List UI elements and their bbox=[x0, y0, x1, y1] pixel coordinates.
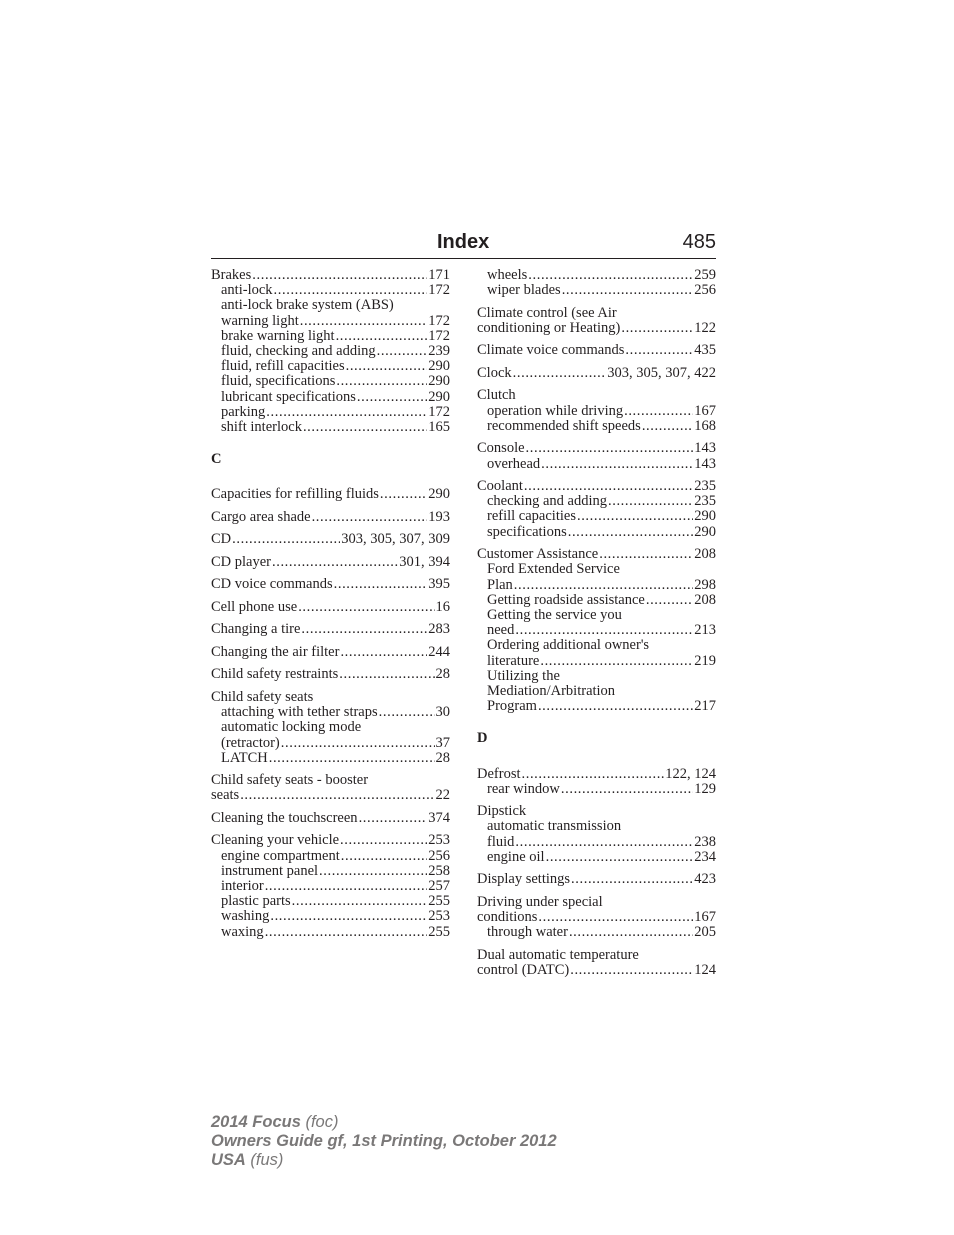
index-subentry-line bbox=[211, 925, 450, 940]
entry-term: Customer Assistance bbox=[477, 546, 599, 563]
dot-leader bbox=[346, 359, 428, 374]
entry-term: Defrost bbox=[477, 765, 521, 782]
entry-page-ref: 217 bbox=[694, 698, 716, 715]
entry-page-ref: 235 bbox=[694, 493, 716, 510]
index-subentry-line: Getting the service you bbox=[487, 606, 622, 623]
index-subentry-line bbox=[477, 578, 716, 593]
index-subentry-line bbox=[211, 344, 450, 359]
dot-leader bbox=[336, 329, 428, 344]
index-entry bbox=[477, 268, 716, 298]
entry-page-ref: 234 bbox=[694, 848, 716, 865]
entry-page-ref: 167 bbox=[694, 402, 716, 419]
index-subentry-line bbox=[211, 909, 450, 924]
index-entry bbox=[211, 645, 450, 660]
index-entry bbox=[477, 441, 716, 471]
index-subentry-line bbox=[211, 849, 450, 864]
dot-leader bbox=[538, 699, 693, 714]
index-subentry-line bbox=[211, 751, 450, 766]
index-entry-line bbox=[477, 547, 716, 562]
entry-term: washing bbox=[221, 908, 270, 925]
entry-page-ref: 290 bbox=[428, 486, 450, 503]
index-entry-line bbox=[211, 622, 450, 637]
dot-leader bbox=[265, 879, 428, 894]
dot-leader bbox=[514, 578, 693, 593]
index-entry bbox=[477, 388, 716, 434]
index-subentry-line bbox=[211, 705, 450, 720]
index-entry bbox=[211, 833, 450, 939]
entry-page-ref: 290 bbox=[694, 508, 716, 525]
index-subentry-line bbox=[211, 283, 450, 298]
index-entry-line: Climate control (see Air bbox=[477, 304, 617, 321]
dot-leader bbox=[569, 925, 693, 940]
entry-page-ref: 259 bbox=[694, 267, 716, 283]
entry-page-ref: 256 bbox=[428, 847, 450, 864]
dot-leader bbox=[515, 835, 693, 850]
index-entry-line bbox=[211, 600, 450, 615]
entry-term: warning light bbox=[221, 312, 299, 329]
entry-page-ref: 435 bbox=[694, 342, 716, 359]
index-entry bbox=[211, 577, 450, 592]
entry-term: through water bbox=[487, 924, 568, 941]
dot-leader bbox=[336, 374, 427, 389]
index-entry bbox=[211, 510, 450, 525]
dot-leader bbox=[642, 419, 693, 434]
entry-page-ref: 253 bbox=[428, 832, 450, 849]
entry-page-ref: 239 bbox=[428, 343, 450, 360]
dot-leader bbox=[522, 767, 665, 782]
entry-term: (retractor) bbox=[221, 734, 280, 751]
dot-leader bbox=[380, 487, 427, 502]
index-entry bbox=[477, 948, 716, 978]
entry-page-ref: 301, 394 bbox=[399, 553, 450, 570]
entry-page-ref: 122 bbox=[694, 319, 716, 336]
entry-page-ref: 171 bbox=[428, 267, 450, 283]
index-entry-line bbox=[211, 833, 450, 848]
dot-leader bbox=[269, 751, 435, 766]
entry-page-ref: 193 bbox=[428, 508, 450, 525]
entry-term: rear window bbox=[487, 780, 560, 797]
index-entry-line bbox=[211, 268, 450, 283]
entry-page-ref: 423 bbox=[694, 871, 716, 888]
dot-leader bbox=[301, 622, 427, 637]
entry-page-ref: 253 bbox=[428, 908, 450, 925]
entry-term: instrument panel bbox=[221, 862, 319, 879]
index-entry bbox=[211, 667, 450, 682]
index-entry-line bbox=[211, 532, 450, 547]
index-entry-line bbox=[477, 910, 716, 925]
index-entry-line: Dipstick bbox=[477, 803, 527, 820]
index-subentry-line bbox=[211, 420, 450, 435]
index-entry-line bbox=[477, 963, 716, 978]
entry-term: CD player bbox=[211, 553, 271, 570]
index-entry-line: Child safety seats bbox=[211, 688, 314, 705]
index-entry-line bbox=[211, 487, 450, 502]
entry-term: Coolant bbox=[477, 478, 523, 495]
entry-term: interior bbox=[221, 878, 264, 895]
entry-term: waxing bbox=[221, 923, 264, 940]
entry-page-ref: 290 bbox=[428, 373, 450, 390]
dot-leader bbox=[568, 525, 694, 540]
index-subentry-line bbox=[211, 894, 450, 909]
entry-term: brake warning light bbox=[221, 327, 335, 344]
entry-page-ref: 172 bbox=[428, 312, 450, 329]
entry-page-ref: 172 bbox=[428, 282, 450, 299]
entry-term: Capacities for refilling fluids bbox=[211, 486, 379, 503]
dot-leader bbox=[281, 736, 435, 751]
entry-page-ref: 256 bbox=[694, 282, 716, 299]
entry-term: Changing a tire bbox=[211, 621, 301, 638]
entry-term: seats bbox=[211, 787, 240, 804]
index-subentry-line bbox=[211, 879, 450, 894]
entry-page-ref: 258 bbox=[428, 862, 450, 879]
dot-leader bbox=[232, 532, 340, 547]
dot-leader bbox=[341, 849, 427, 864]
entry-page-ref: 303, 305, 307, 422 bbox=[607, 364, 716, 381]
entry-page-ref: 290 bbox=[428, 358, 450, 375]
entry-term: operation while driving bbox=[487, 402, 624, 419]
entry-term: Program bbox=[487, 698, 537, 715]
entry-term: engine oil bbox=[487, 848, 545, 865]
index-entry bbox=[477, 343, 716, 358]
index-subentry-line bbox=[477, 699, 716, 714]
entry-page-ref: 172 bbox=[428, 327, 450, 344]
entry-term: control (DATC) bbox=[477, 961, 570, 978]
index-subentry-line bbox=[477, 835, 716, 850]
dot-leader bbox=[340, 833, 427, 848]
dot-leader bbox=[357, 390, 427, 405]
index-entry bbox=[211, 811, 450, 826]
dot-leader bbox=[646, 593, 693, 608]
index-entry bbox=[211, 532, 450, 547]
index-entry-line: Clutch bbox=[477, 387, 516, 404]
index-entry bbox=[211, 773, 450, 803]
index-column-right bbox=[477, 268, 716, 985]
index-subentry-line bbox=[477, 623, 716, 638]
index-entry bbox=[211, 555, 450, 570]
index-subentry-line bbox=[477, 593, 716, 608]
index-subentry-line bbox=[211, 864, 450, 879]
dot-leader bbox=[577, 509, 693, 524]
entry-term: Plan bbox=[487, 576, 513, 593]
entry-term: recommended shift speeds bbox=[487, 417, 641, 434]
index-entry bbox=[477, 479, 716, 540]
dot-leader bbox=[300, 314, 428, 329]
entry-page-ref: 213 bbox=[694, 622, 716, 639]
index-entry-line bbox=[211, 645, 450, 660]
entry-page-ref: 16 bbox=[435, 598, 450, 615]
entry-term: need bbox=[487, 622, 515, 639]
index-subentry-line bbox=[477, 494, 716, 509]
dot-leader bbox=[240, 788, 434, 803]
dot-leader bbox=[599, 547, 693, 562]
index-entry-line bbox=[211, 510, 450, 525]
entry-term: conditioning or Heating) bbox=[477, 319, 621, 336]
entry-page-ref: 208 bbox=[694, 546, 716, 563]
entry-page-ref: 374 bbox=[428, 809, 450, 826]
entry-term: refill capacities bbox=[487, 508, 576, 525]
index-entry-line: Child safety seats - booster bbox=[211, 772, 369, 789]
dot-leader bbox=[252, 268, 427, 283]
dot-leader bbox=[270, 909, 427, 924]
index-entry bbox=[211, 690, 450, 766]
page-title: Index bbox=[437, 231, 490, 253]
page-number: 485 bbox=[682, 231, 716, 253]
entry-term: conditions bbox=[477, 909, 538, 926]
dot-leader bbox=[265, 925, 428, 940]
entry-page-ref: 238 bbox=[694, 833, 716, 850]
dot-leader bbox=[312, 510, 428, 525]
index-entry-line bbox=[211, 555, 450, 570]
dot-leader bbox=[608, 494, 693, 509]
index-letter-heading: C bbox=[211, 451, 222, 468]
index-letter-heading: D bbox=[477, 730, 488, 747]
entry-term: Climate voice commands bbox=[477, 342, 625, 359]
index-subentry-line bbox=[211, 314, 450, 329]
index-subentry-line bbox=[477, 782, 716, 797]
entry-term: fluid, specifications bbox=[221, 373, 336, 390]
index-subentry-line bbox=[477, 925, 716, 940]
index-entry bbox=[211, 600, 450, 615]
entry-page-ref: 124 bbox=[694, 961, 716, 978]
index-entry-line bbox=[477, 366, 716, 381]
entry-term: Console bbox=[477, 440, 525, 457]
footer-line-market: USA (fus) bbox=[211, 1151, 284, 1169]
entry-term: wiper blades bbox=[487, 282, 561, 299]
index-entry-line bbox=[211, 667, 450, 682]
index-subentry-line bbox=[211, 374, 450, 389]
index-subentry-line bbox=[211, 329, 450, 344]
entry-term: LATCH bbox=[221, 749, 268, 766]
index-subentry-line bbox=[477, 850, 716, 865]
dot-leader bbox=[621, 321, 693, 336]
index-entry-line bbox=[211, 788, 450, 803]
dot-leader bbox=[292, 894, 428, 909]
index-entry bbox=[211, 487, 450, 502]
entry-page-ref: 290 bbox=[428, 388, 450, 405]
dot-leader bbox=[334, 577, 428, 592]
entry-term: attaching with tether straps bbox=[221, 704, 378, 721]
index-entry bbox=[477, 804, 716, 865]
entry-term: CD voice commands bbox=[211, 576, 333, 593]
index-subentry-line: Utilizing the bbox=[487, 667, 560, 684]
index-subentry-line: Mediation/Arbitration bbox=[487, 682, 616, 699]
entry-term: CD bbox=[211, 531, 232, 548]
index-subentry-line bbox=[477, 283, 716, 298]
dot-leader bbox=[541, 457, 693, 472]
dot-leader bbox=[298, 600, 434, 615]
entry-term: parking bbox=[221, 403, 266, 420]
dot-leader bbox=[538, 910, 693, 925]
dot-leader bbox=[513, 366, 607, 381]
index-subentry-line: automatic locking mode bbox=[221, 719, 362, 736]
entry-term: engine compartment bbox=[221, 847, 340, 864]
index-entry bbox=[211, 268, 450, 435]
entry-term: anti-lock bbox=[221, 282, 273, 299]
dot-leader bbox=[571, 872, 693, 887]
index-subentry-line bbox=[211, 390, 450, 405]
entry-term: plastic parts bbox=[221, 893, 291, 910]
entry-page-ref: 219 bbox=[694, 652, 716, 669]
dot-leader bbox=[340, 645, 427, 660]
index-entry-line: Dual automatic temperature bbox=[477, 946, 639, 963]
entry-page-ref: 283 bbox=[428, 621, 450, 638]
entry-page-ref: 28 bbox=[435, 749, 450, 766]
index-entry bbox=[477, 872, 716, 887]
index-subentry-line bbox=[211, 736, 450, 751]
entry-term: overhead bbox=[487, 455, 541, 472]
entry-term: Clock bbox=[477, 364, 512, 381]
dot-leader bbox=[540, 654, 693, 669]
entry-page-ref: 28 bbox=[435, 666, 450, 683]
index-subentry-line bbox=[477, 419, 716, 434]
entry-page-ref: 298 bbox=[694, 576, 716, 593]
entry-page-ref: 395 bbox=[428, 576, 450, 593]
entry-term: Child safety restraints bbox=[211, 666, 339, 683]
index-entry bbox=[477, 547, 716, 714]
index-entry-line bbox=[477, 441, 716, 456]
entry-term: Cell phone use bbox=[211, 598, 298, 615]
index-subentry-line: anti-lock brake system (ABS) bbox=[221, 297, 394, 314]
index-subentry-line bbox=[477, 654, 716, 669]
dot-leader bbox=[515, 623, 693, 638]
index-subentry-line: automatic transmission bbox=[487, 818, 622, 835]
footer-line-guide: Owners Guide gf, 1st Printing, October 2012 bbox=[211, 1132, 557, 1150]
index-entry-line bbox=[477, 767, 716, 782]
footer-line-model: 2014 Focus (foc) bbox=[211, 1113, 339, 1131]
entry-page-ref: 290 bbox=[694, 523, 716, 540]
entry-term: literature bbox=[487, 652, 540, 669]
entry-page-ref: 244 bbox=[428, 643, 450, 660]
index-entry-line: Driving under special bbox=[477, 893, 603, 910]
index-subentry-line bbox=[477, 509, 716, 524]
index-subentry-line bbox=[211, 359, 450, 374]
index-entry-line bbox=[477, 343, 716, 358]
index-subentry-line bbox=[477, 404, 716, 419]
entry-term: shift interlock bbox=[221, 419, 302, 436]
index-subentry-line: Ordering additional owner's bbox=[487, 637, 650, 654]
dot-leader bbox=[303, 420, 427, 435]
index-entry-line bbox=[477, 479, 716, 494]
entry-term: specifications bbox=[487, 523, 567, 540]
index-subentry-line: Ford Extended Service bbox=[487, 561, 620, 578]
entry-page-ref: 22 bbox=[435, 787, 450, 804]
entry-term: Cleaning your vehicle bbox=[211, 832, 340, 849]
entry-term: fluid, refill capacities bbox=[221, 358, 345, 375]
dot-leader bbox=[272, 555, 398, 570]
entry-page-ref: 122, 124 bbox=[665, 765, 716, 782]
dot-leader bbox=[624, 404, 693, 419]
entry-page-ref: 257 bbox=[428, 878, 450, 895]
index-entry bbox=[477, 306, 716, 336]
entry-page-ref: 255 bbox=[428, 893, 450, 910]
entry-page-ref: 208 bbox=[694, 591, 716, 608]
dot-leader bbox=[339, 667, 434, 682]
dot-leader bbox=[266, 405, 427, 420]
dot-leader bbox=[570, 963, 693, 978]
page-header bbox=[211, 228, 716, 259]
index-entry-line bbox=[211, 577, 450, 592]
footer bbox=[211, 1113, 557, 1170]
entry-term: lubricant specifications bbox=[221, 388, 356, 405]
dot-leader bbox=[561, 782, 693, 797]
entry-term: Cleaning the touchscreen bbox=[211, 809, 358, 826]
index-entry-line bbox=[477, 872, 716, 887]
index-entry bbox=[477, 767, 716, 797]
dot-leader bbox=[274, 283, 428, 298]
index-entry-line bbox=[211, 811, 450, 826]
entry-page-ref: 143 bbox=[694, 455, 716, 472]
dot-leader bbox=[528, 268, 693, 283]
entry-term: Cargo area shade bbox=[211, 508, 311, 525]
dot-leader bbox=[359, 811, 428, 826]
entry-page-ref: 205 bbox=[694, 924, 716, 941]
entry-page-ref: 129 bbox=[694, 780, 716, 797]
index-entry bbox=[211, 622, 450, 637]
entry-page-ref: 30 bbox=[435, 704, 450, 721]
entry-term: Brakes bbox=[211, 267, 252, 283]
entry-term: Display settings bbox=[477, 871, 571, 888]
entry-page-ref: 172 bbox=[428, 403, 450, 420]
dot-leader bbox=[526, 441, 694, 456]
entry-page-ref: 303, 305, 307, 309 bbox=[341, 531, 450, 548]
index-entry-line bbox=[477, 321, 716, 336]
entry-page-ref: 143 bbox=[694, 440, 716, 457]
index-column-left bbox=[211, 268, 450, 947]
entry-page-ref: 168 bbox=[694, 417, 716, 434]
entry-page-ref: 235 bbox=[694, 478, 716, 495]
entry-term: wheels bbox=[487, 267, 528, 283]
entry-term: checking and adding bbox=[487, 493, 607, 510]
index-subentry-line bbox=[477, 457, 716, 472]
dot-leader bbox=[524, 479, 693, 494]
entry-term: Getting roadside assistance bbox=[487, 591, 645, 608]
dot-leader bbox=[625, 343, 693, 358]
dot-leader bbox=[377, 344, 428, 359]
entry-page-ref: 255 bbox=[428, 923, 450, 940]
dot-leader bbox=[546, 850, 694, 865]
entry-term: fluid, checking and adding bbox=[221, 343, 376, 360]
index-subentry-line bbox=[211, 405, 450, 420]
entry-term: fluid bbox=[487, 833, 515, 850]
dot-leader bbox=[319, 864, 427, 879]
entry-page-ref: 167 bbox=[694, 909, 716, 926]
entry-term: Changing the air filter bbox=[211, 643, 340, 660]
entry-page-ref: 165 bbox=[428, 419, 450, 436]
index-subentry-line bbox=[477, 525, 716, 540]
index-entry bbox=[477, 366, 716, 381]
entry-page-ref: 37 bbox=[435, 734, 450, 751]
index-subentry-line bbox=[477, 268, 716, 283]
dot-leader bbox=[379, 705, 435, 720]
dot-leader bbox=[562, 283, 694, 298]
index-entry bbox=[477, 895, 716, 941]
